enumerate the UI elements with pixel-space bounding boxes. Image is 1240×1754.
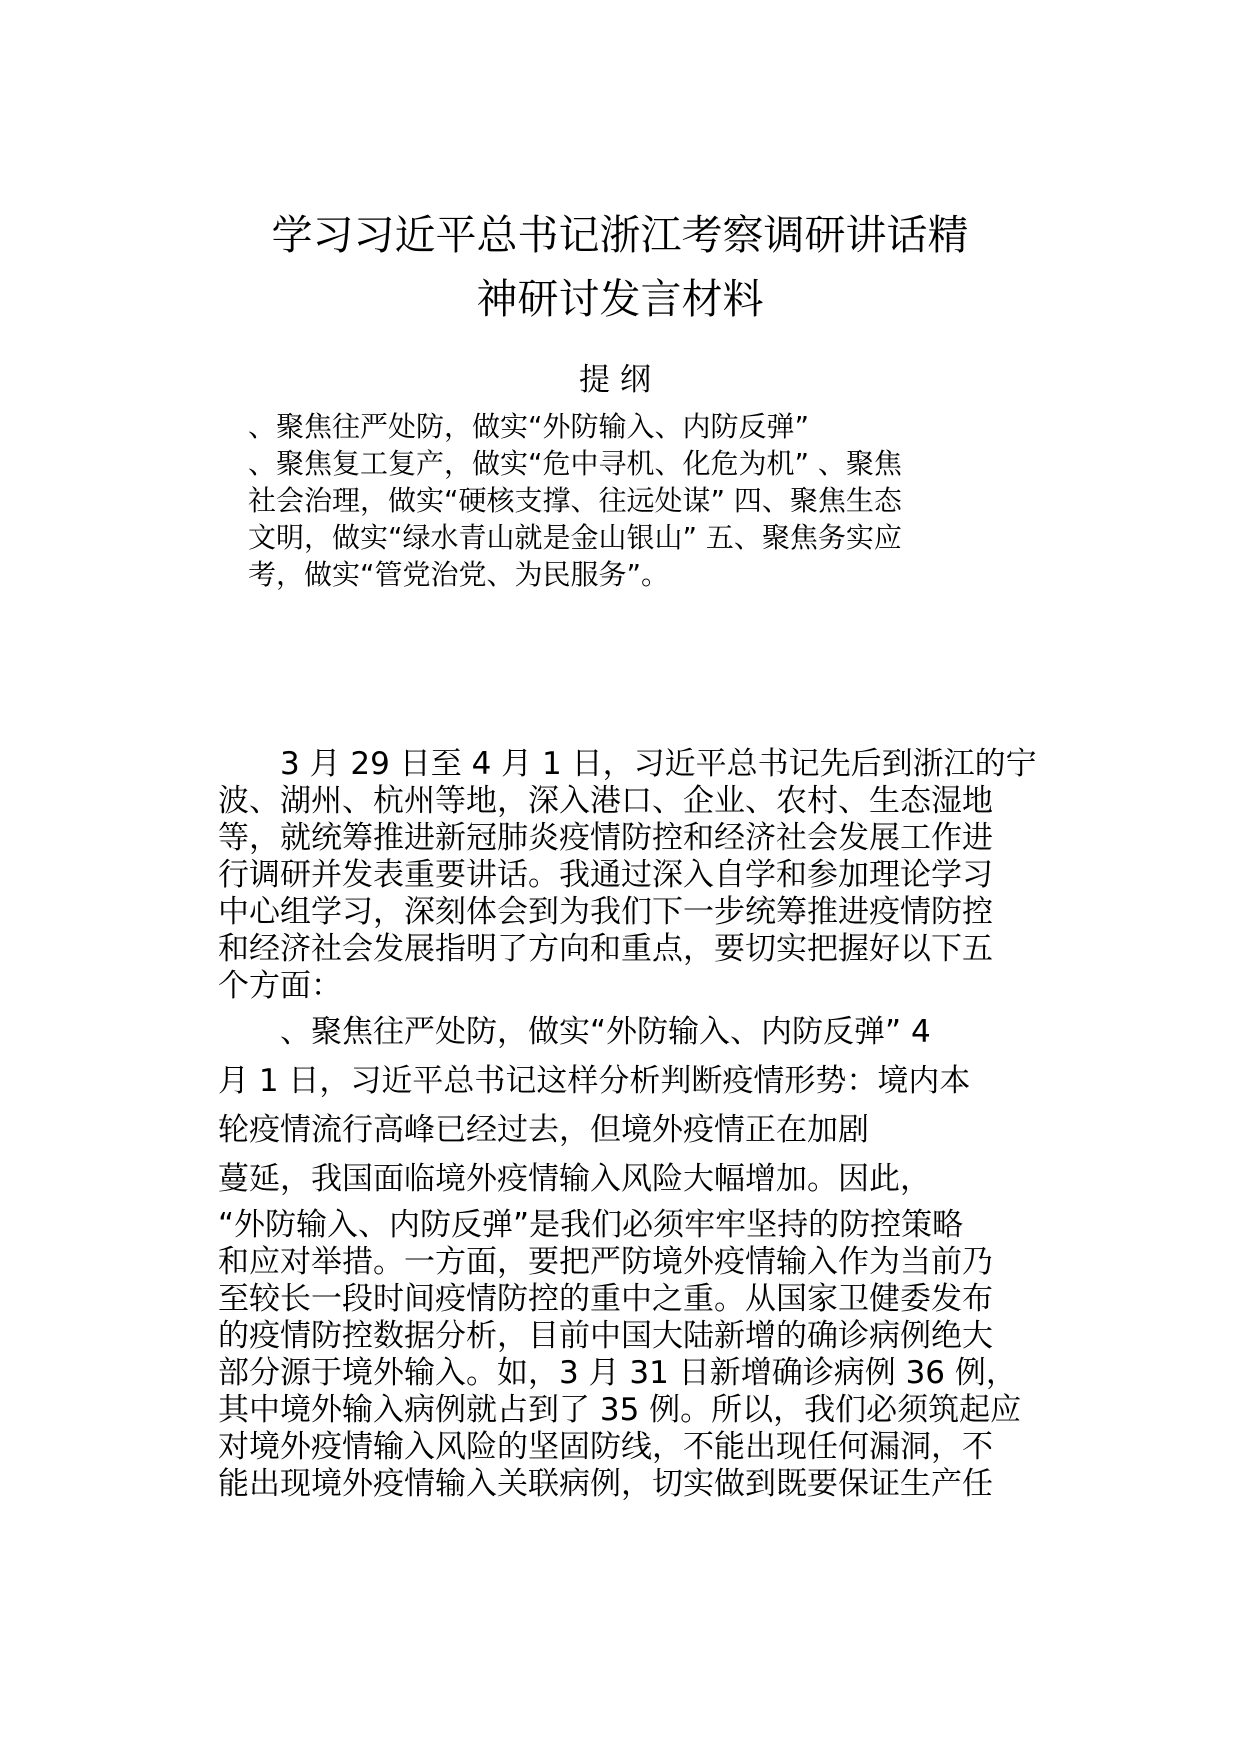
body-line: 和应对举措。一方面，要把严防境外疫情输入作为当前乃 (218, 1244, 993, 1280)
body-line: 个方面： (218, 968, 342, 1004)
outline-line: 社会治理，做实“硬核支撑、往远处谋” 四、聚焦生态 (248, 484, 902, 517)
body-line: 月 1 日，习近平总书记这样分析判断疫情形势：境内本 (218, 1063, 971, 1099)
outline-line: 、聚焦复工复产，做实“危中寻机、化危为机” 、聚焦 (248, 447, 902, 480)
body-line: 蔓延，我国面临境外疫情输入风险大幅增加。因此， (218, 1161, 931, 1197)
body-line: 行调研并发表重要讲话。我通过深入自学和参加理论学习 (218, 857, 993, 893)
outline-line: 考，做实“管党治党、为民服务”。 (248, 558, 670, 591)
body-line: 部分源于境外输入。如，3 月 31 日新增确诊病例 36 例， (218, 1355, 1017, 1391)
body-line: 和经济社会发展指明了方向和重点，要切实把握好以下五 (218, 931, 993, 967)
body-line: 对境外疫情输入风险的坚固防线，不能出现任何漏洞，不 (218, 1429, 993, 1465)
body-line: 等，就统筹推进新冠肺炎疫情防控和经济社会发展工作进 (218, 820, 993, 856)
outline-line: 、聚焦往严处防，做实“外防输入、内防反弹” (248, 410, 810, 443)
body-line: 3 月 29 日至 4 月 1 日，习近平总书记先后到浙江的宁 (218, 746, 1037, 782)
section-heading-line: 、聚焦往严处防，做实“外防输入、内防反弹” 4 (218, 1014, 931, 1050)
title-line: 神研讨发言材料 (476, 275, 764, 323)
body-line: 的疫情防控数据分析，目前中国大陆新增的确诊病例绝大 (218, 1318, 993, 1354)
body-line: 其中境外输入病例就占到了 35 例。所以，我们必须筑起应 (218, 1392, 1022, 1428)
body-line: 中心组学习，深刻体会到为我们下一步统筹推进疫情防控 (218, 894, 993, 930)
outline-heading: 提纲 (579, 362, 661, 398)
body-section (218, 746, 1038, 1503)
body-line: 至较长一段时间疫情防控的重中之重。从国家卫健委发布 (218, 1281, 993, 1317)
body-line: 轮疫情流行高峰已经过去，但境外疫情正在加剧 (218, 1112, 869, 1148)
body-line: 波、湖州、杭州等地，深入港口、企业、农村、生态湿地 (218, 783, 993, 819)
title-line: 学习习近平总书记浙江考察调研讲话精 (271, 211, 969, 259)
body-line: 能出现境外疫情输入关联病例，切实做到既要保证生产任 (218, 1466, 993, 1502)
outline-section (248, 408, 968, 593)
outline-line: 文明，做实“绿水青山就是金山银山” 五、聚焦务实应 (248, 521, 902, 554)
body-line: “外防输入、内防反弹”是我们必须牢牢坚持的防控策略 (218, 1207, 964, 1243)
document-title (180, 203, 1060, 331)
